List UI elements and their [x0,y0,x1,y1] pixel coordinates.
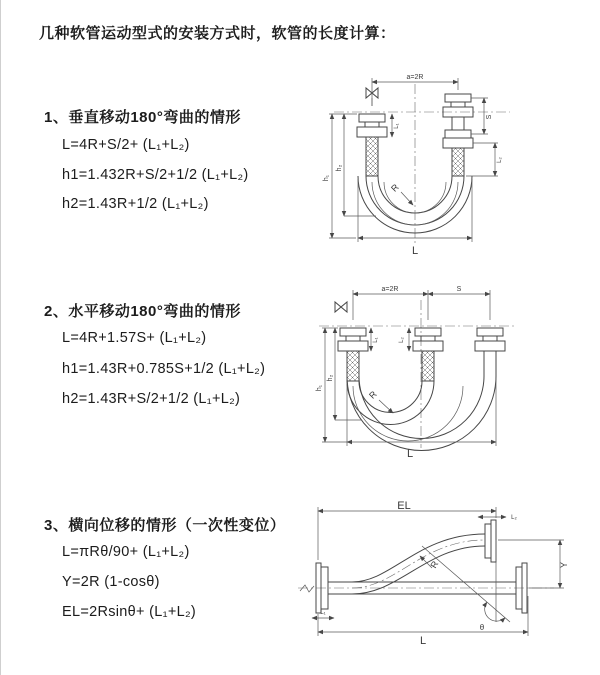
section-3-formula-L: L=πRθ/90+ (L₁+L₂) [62,544,190,560]
dim-label-h1: h₁ [323,174,330,182]
page-left-edge [0,0,1,675]
dimension-top-s [428,286,490,294]
radius-callout [367,389,393,413]
left-flange-assembly [338,328,368,381]
dim-label-h1: h₁ [316,384,323,392]
diagram-horizontal-180-bend [305,280,530,460]
dim-label-s: S [486,114,493,120]
radius-callout [389,182,413,205]
valve-bowtie-icon [335,302,347,312]
left-flange-assembly [357,114,387,176]
dimension-left-l1 [392,114,400,137]
dim-label-h2: h₂ [327,374,334,382]
dimension-el [318,500,496,560]
dimension-top-a2r [353,286,490,320]
diagram-2-svg [305,280,530,460]
dimension-left-h1 [323,114,357,238]
dimension-l1 [371,328,379,351]
section-2-formula-L: L=4R+1.57S+ (L₁+L₂) [62,330,207,346]
diagram-3-svg [292,500,592,645]
angle-construction [422,540,510,632]
diagram-lateral-displacement [292,500,592,645]
section-3-heading: 3、横向位移的情形（一次性变位） [44,517,286,534]
dim-label-l2: L₂ [497,157,503,163]
dimension-bottom-length [318,596,528,645]
dim-label-el: EL [397,500,411,512]
dimension-right-s [471,98,493,134]
dim-label-a2r: a=2R [406,74,424,81]
dim-label-l1: L₁ [320,610,326,616]
dim-label-theta: θ [479,623,485,632]
break-mark [300,585,314,592]
dimension-l1 [312,610,334,618]
diagram-vertical-180-bend [308,66,533,256]
dim-label-radius: R [428,559,441,570]
section-1-formula-h1: h1=1.432R+S/2+1/2 (L₁+L₂) [62,167,249,183]
section-1-formula-L: L=4R+S/2+ (L₁+L₂) [62,137,190,153]
section-2-formula-h1: h1=1.43R+0.785S+1/2 (L₁+L₂) [62,361,266,377]
dim-label-h2: h₂ [336,164,343,172]
section-1-heading: 1、垂直移动180°弯曲的情形 [44,109,241,126]
dim-label-l2: L₂ [511,515,517,521]
dim-label-y: Y [559,561,569,569]
dimension-l2 [478,515,518,521]
diagram-1-svg [308,66,533,256]
dim-label-l1: L₁ [394,123,400,129]
dim-label-radius: R [389,182,401,194]
dimension-y [498,540,569,588]
hose-u-bends [347,376,496,451]
right-flange-assembly-phantom [475,328,505,376]
middle-flange-assembly [413,328,443,381]
radius-callout [420,556,441,570]
section-3-formula-EL: EL=2Rsinθ+ (L₁+L₂) [62,604,197,620]
section-3-formula-Y: Y=2R (1-cosθ) [62,574,160,590]
centerlines [334,84,510,244]
section-1-formula-h2: h2=1.43R+1/2 (L₁+L₂) [62,196,209,212]
dimension-left-h1 [316,328,347,442]
section-2-formula-h2: h2=1.43R+S/2+1/2 (L₁+L₂) [62,391,241,407]
page-title: 几种软管运动型式的安装方式时，软管的长度计算： [39,25,396,42]
dim-label-radius: R [367,389,379,401]
dim-label-length: L [419,635,427,645]
dim-label-length: L [406,448,414,460]
section-2-heading: 2、水平移动180°弯曲的情形 [44,303,241,320]
dim-label-s: S [456,286,462,293]
dim-label-l1: L₁ [373,337,379,343]
dimension-l2 [399,328,409,351]
dim-label-a2r: a=2R [381,286,399,293]
displaced-hose-curve [352,520,496,594]
dim-label-length: L [411,245,419,256]
dim-label-l2: L₂ [399,337,405,343]
right-flange-assembly [443,94,473,176]
